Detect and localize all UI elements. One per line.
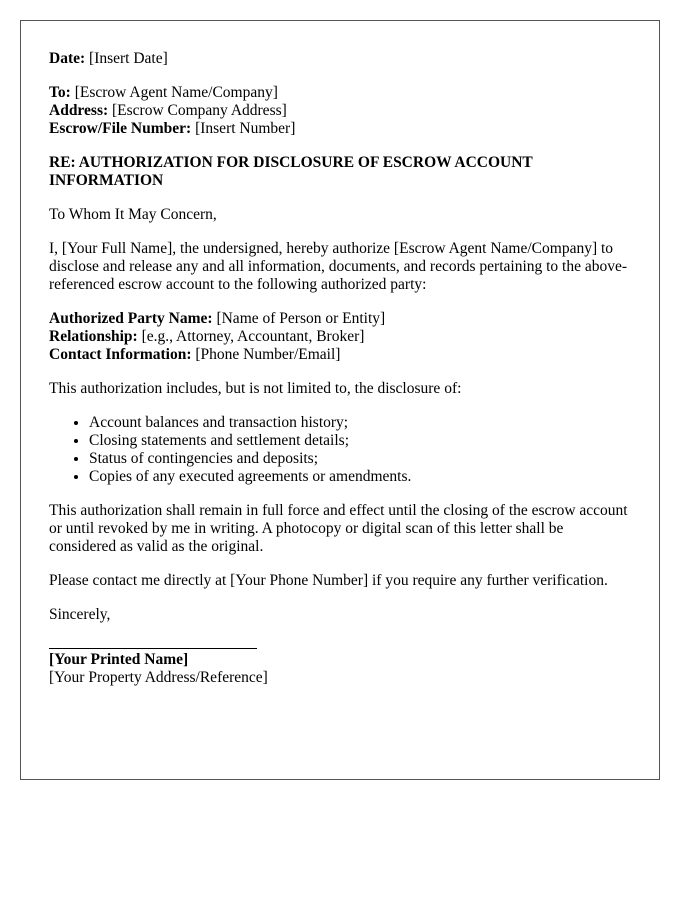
authorized-party-block (49, 310, 631, 364)
contact-info-value: [Phone Number/Email] (191, 346, 341, 363)
signature-line (49, 648, 257, 649)
address-line (49, 102, 631, 120)
validity-paragraph: This authorization shall remain in full force and effect until the closing of the escrow account or until revoked by me in writing. A photocopy or digital scan of this letter shall be considered as valid as the original. (49, 502, 628, 555)
relationship-value: [e.g., Attorney, Accountant, Broker] (137, 328, 365, 345)
date-value: [Insert Date] (85, 50, 168, 67)
list-item: • Closing statements and settlement details; (89, 432, 631, 450)
relationship-label: Relationship: (49, 328, 138, 345)
letter-page (20, 20, 660, 780)
printed-name: [Your Printed Name] (49, 651, 189, 668)
subject-line: RE: AUTHORIZATION FOR DISCLOSURE OF ESCROW ACCOUNT INFORMATION (49, 154, 533, 189)
date-line (49, 50, 631, 68)
date-block (49, 50, 631, 68)
party-name-label: Authorized Party Name: (49, 310, 213, 327)
contact-info-line (49, 346, 631, 364)
to-value: [Escrow Agent Name/Company] (70, 84, 278, 101)
file-number-value: [Insert Number] (191, 120, 296, 137)
address-label: Address: (49, 102, 109, 119)
to-label: To: (49, 84, 71, 101)
disclosure-list (49, 414, 631, 486)
address-value: [Escrow Company Address] (108, 102, 287, 119)
party-name-value: [Name of Person or Entity] (212, 310, 386, 327)
file-number-label: Escrow/File Number: (49, 120, 192, 137)
list-item: • Account balances and transaction history; (89, 414, 631, 432)
date-label: Date: (49, 50, 86, 67)
list-item: • Copies of any executed agreements or amendments. (89, 468, 631, 486)
contact-request-paragraph: Please contact me directly at [Your Phone Number] if you require any further verification. (49, 572, 608, 589)
salutation: To Whom It May Concern, (49, 206, 217, 223)
list-item: • Status of contingencies and deposits; (89, 450, 631, 468)
sign-off: Sincerely, (49, 606, 111, 623)
contact-info-label: Contact Information: (49, 346, 192, 363)
relationship-line (49, 328, 631, 346)
property-reference: [Your Property Address/Reference] (49, 669, 268, 686)
intro-paragraph: I, [Your Full Name], the undersigned, hereby authorize [Escrow Agent Name/Company] to disclose and release any and all information, documents, and records pertaining to the above-referenced escrow account to the following authorized party: (49, 240, 628, 293)
party-name-line (49, 310, 631, 328)
to-line (49, 84, 631, 102)
recipient-block (49, 84, 631, 138)
file-number-line (49, 120, 631, 138)
includes-paragraph: This authorization includes, but is not limited to, the disclosure of: (49, 380, 462, 397)
